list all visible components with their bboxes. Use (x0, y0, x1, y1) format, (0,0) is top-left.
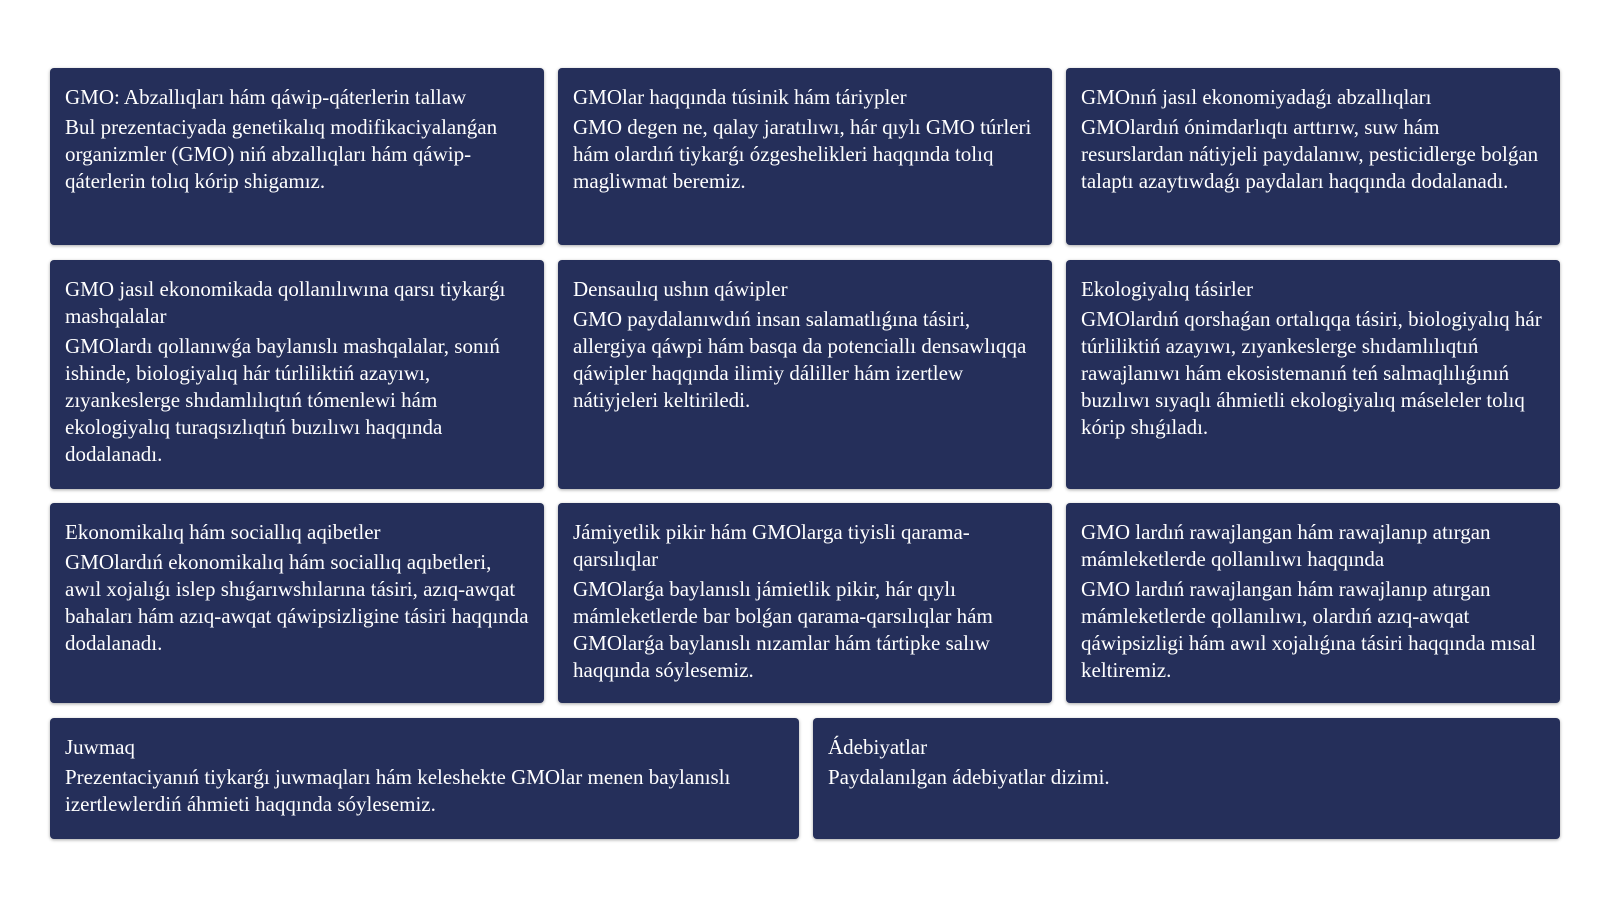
card-economic-social-consequences (50, 503, 544, 703)
card-title: GMOnıń jasıl ekonomiyadaǵı abzallıqları (1081, 85, 1432, 109)
card-title: GMOlar haqqında túsinik hám táriypler (573, 85, 907, 109)
card-title: Ádebiyatlar (828, 735, 928, 759)
card-green-economy-benefits (1066, 68, 1560, 245)
card-body: Bul prezentaciyada genetikalıq modifikaciyalanǵan organizmler (GMO) niń abzallıqları hám qáwip-qáterlerin tolıq kórip shigamız. (65, 115, 498, 193)
card-title: GMO lardıń rawajlangan hám rawajlanıp atırgan mámleketlerde qollanılıwı haqqında (1081, 520, 1491, 571)
card-country-usage (1066, 503, 1560, 703)
card-gmo-overview (50, 68, 544, 245)
card-body: GMO degen ne, qalay jaratılıwı, hár qıylı GMO túrleri hám olardıń tiykarǵı ózgeshelikleri haqqında tolıq magliwmat beremiz. (573, 115, 1032, 193)
card-body: GMO paydalanıwdıń insan salamatlıǵına tásiri, allergiya qáwpi hám basqa da potenciallı densawlıqqa qáwipler haqqında ilimiy dáliller hám izertlew nátiyjeleri keltiriledi. (573, 307, 1027, 412)
card-body: GMOlarǵa baylanıslı jámietlik pikir, hár qıylı mámleketlerde bar bolǵan qarama-qarsılıqlar hám GMOlarǵa baylanıslı nızamlar hám tártipke salıw haqqında sóylesemiz. (573, 577, 993, 682)
card-title: Densaulıq ushın qáwipler (573, 277, 788, 301)
card-references (813, 718, 1560, 839)
card-title: Ekonomikalıq hám sociallıq aqibetler (65, 520, 381, 544)
card-body: Prezentaciyanıń tiykarǵı juwmaqları hám keleshekte GMOlar menen baylanıslı izertlewlerdiń áhmieti haqqında sóylesemiz. (65, 765, 731, 816)
card-title: Juwmaq (65, 735, 135, 759)
card-body: GMOlardı qollanıwǵa baylanıslı mashqalalar, sonıń ishinde, biologiyalıq hár túrliliktiń azayıwı, zıyankeslerge shıdamlılıqtıń tómenlewi hám ekologiyalıq turaqsızlıqtıń buzılıwı haqqında dodalanadı. (65, 334, 500, 466)
card-body: GMOlardıń ekonomikalıq hám sociallıq aqıbetleri, awıl xojalıǵı islep shıǵarıwshılarına tásiri, azıq-awqat bahaları hám azıq-awqat qáwipsizligine tásiri haqqında dodalanadı. (65, 550, 529, 655)
card-title: GMO jasıl ekonomikada qollanılıwına qarsı tiykarǵı mashqalalar (65, 277, 506, 328)
card-body: GMO lardıń rawajlangan hám rawajlanıp atırgan mámleketlerde qollanılıwı, olardıń azıq-awqat qáwipsizligi hám awıl xojalıǵına tásiri haqqında mısal keltiremiz. (1081, 577, 1536, 682)
card-body: GMOlardıń ónimdarlıqtı arttırıw, suw hám resurslardan nátiyjeli paydalanıw, pesticidlerge bolǵan talaptı azaytıwdaǵı paydaları haqqında dodalanadı. (1081, 115, 1539, 193)
card-body: GMOlardıń qorshaǵan ortalıqqa tásiri, biologiyalıq hár túrliliktiń azayıwı, zıyankeslerge shıdamlılıqtıń rawajlanıwı hám ekosistemanıń teń salmaqlılıǵınıń buzılıwı sıyaqlı áhmietli ekologiyalıq máseleler tolıq kórip shıǵıladı. (1081, 307, 1542, 439)
card-gmo-definitions (558, 68, 1052, 245)
card-title: GMO: Abzallıqları hám qáwip-qáterlerin tallaw (65, 85, 467, 109)
card-ecological-impacts (1066, 260, 1560, 489)
card-main-problems (50, 260, 544, 489)
card-health-risks (558, 260, 1052, 489)
card-conclusion (50, 718, 799, 839)
card-body: Paydalanılgan ádebiyatlar dizimi. (828, 765, 1110, 789)
card-title: Jámiyetlik pikir hám GMOlarga tiyisli qarama-qarsılıqlar (573, 520, 970, 571)
card-public-opinion (558, 503, 1052, 703)
card-title: Ekologiyalıq tásirler (1081, 277, 1254, 301)
